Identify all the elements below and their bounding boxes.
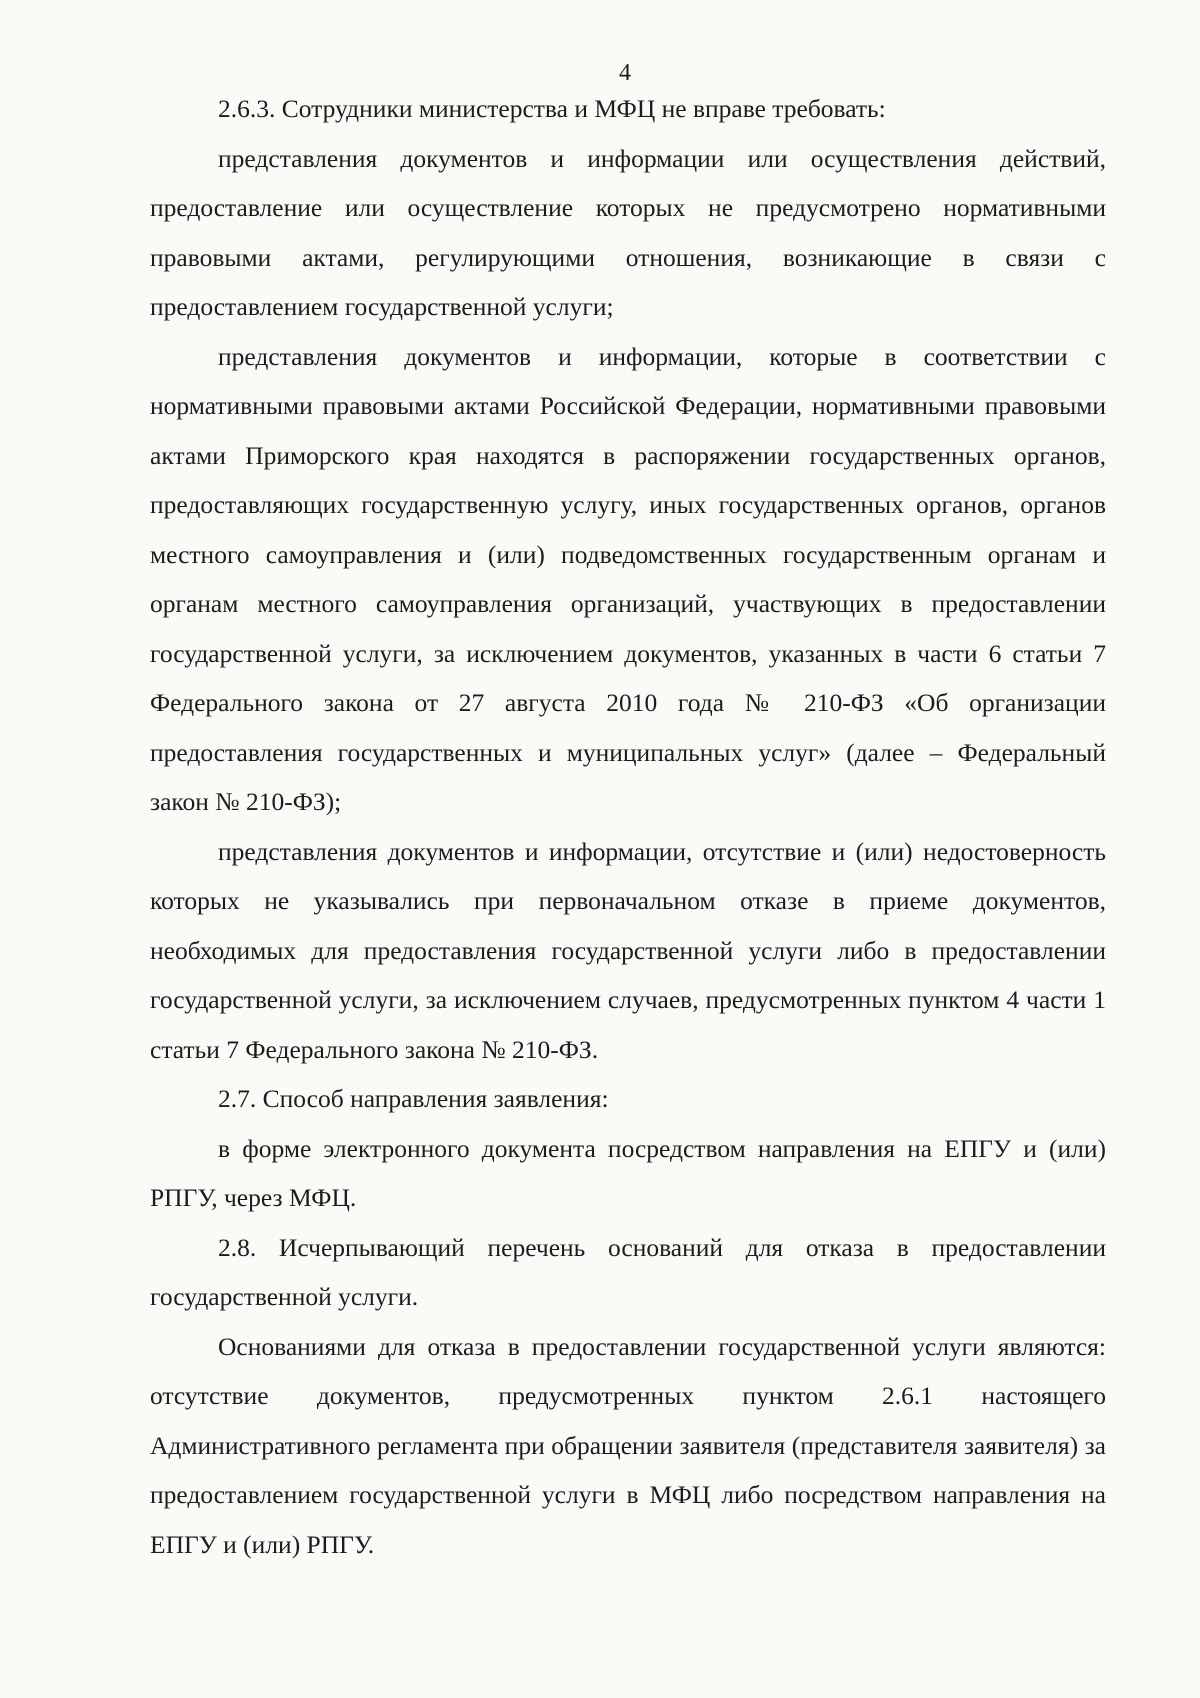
paragraph-documents-not-indicated: представления документов и информации, отсутствие и (или) недостоверность которых не указывались при первоначальном отказе в приеме документов, необходимых для предоставления государственной услуги либо в предоставлении государственной услуги, за исключением случаев, предусмотренных пунктом 4 части 1 статьи 7 Федерального закона № 210-ФЗ. (150, 836, 1106, 1064)
paragraph-documents-in-possession: представления документов и информации, которые в соответствии с нормативными правовыми актами Российской Федерации, нормативными правовыми актами Приморского края находятся в распоряжении государственных органов, предоставляющих государственную услугу, иных государственных органов, органов местного самоуправления и (или) подведомственных государственным органам и органам местного самоуправления организаций, участвующих в предоставлении государственной услуги, за исключением документов, указанных в части 6 статьи 7 Федерального закона от 27 августа 2010 года № 210-ФЗ «Об организации предоставления государственных и муниципальных услуг» (далее – Федеральный закон № 210-ФЗ); (150, 341, 1106, 816)
paragraph-2-7-heading: 2.7. Способ направления заявления: (218, 1084, 609, 1113)
document-body (150, 84, 1106, 1569)
paragraph-refusal-grounds: Основаниями для отказа в предоставлении государственной услуги являются: отсутствие документов, предусмотренных пунктом 2.6.1 настоящего Административного регламента при обращении заявителя (представителя заявителя) за предоставлением государственной услуги в МФЦ либо посредством направления на ЕПГУ и (или) РПГУ. (150, 1331, 1106, 1559)
paragraph-actions-not-required: представления документов и информации или осуществления действий, предоставление или осуществление которых не предусмотрено нормативными правовыми актами, регулирующими отношения, возникающие в связи с предоставлением государственной услуги; (150, 143, 1106, 321)
page-number: 4 (619, 60, 631, 86)
paragraph-submission-method: в форме электронного документа посредством направления на ЕПГУ и (или) РПГУ, через МФЦ. (150, 1133, 1106, 1212)
paragraph-2-8-heading: 2.8. Исчерпывающий перечень оснований для отказа в предоставлении государственной услуги. (150, 1232, 1106, 1311)
paragraph-2-6-3-heading: 2.6.3. Сотрудники министерства и МФЦ не вправе требовать: (218, 94, 886, 123)
